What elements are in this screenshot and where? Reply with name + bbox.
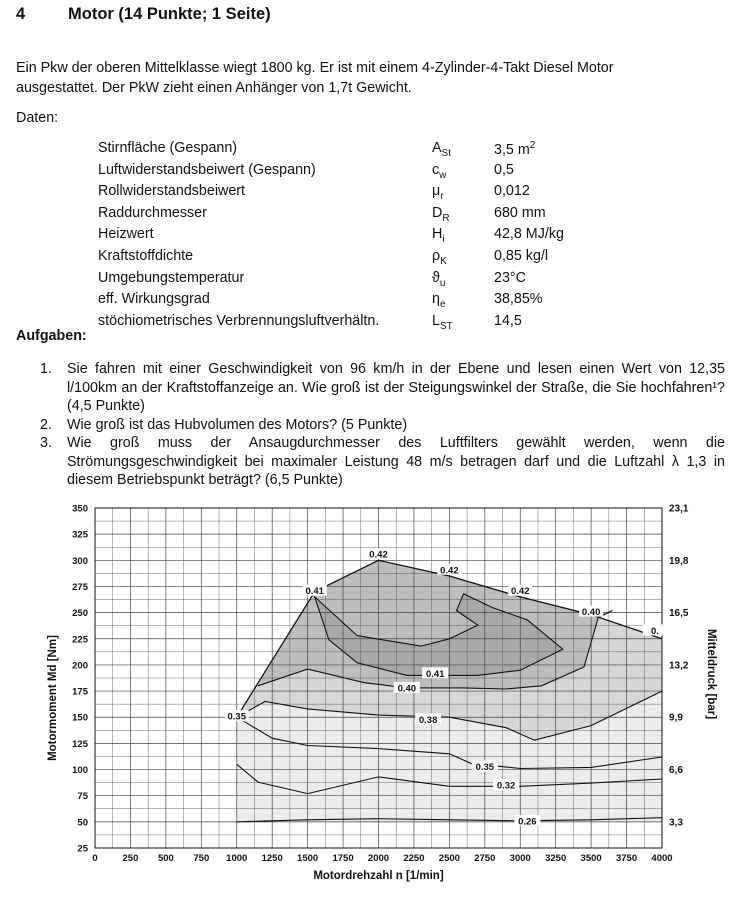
y-tick-label: 75 [77,791,88,803]
task-text: Wie groß muss der Ansaugdurchmesser des Luftfilters gewählt werden, wenn die Strömungsgeschwindigkeit bei maximaler Leistung 48 m/s betragen darf und die Luftzahl λ 1,3 in diesem Betriebspunkt beträgt? (6,5 Punkte) [67,435,725,488]
parameter-name: Raddurchmesser [98,204,207,221]
parameter-value: 680 mm [494,204,546,221]
y-tick-label: 150 [72,712,88,724]
parameter-name: Luftwiderstandsbeiwert (Gespann) [98,161,316,178]
parameter-symbol: $\eta_e$ [432,291,446,311]
parameter-value: 0,85 kg/l [494,247,549,264]
task-number: 3. [40,435,52,451]
task-text: Sie fahren mit einer Geschwindigkeit von 96 km/h in der Ebene und lesen einen Wert von 12,35 l/100km an der Kraftstoffanzeige an. Wie groß ist der Steigungswinkel der Straße, die Sie hochfahren¹? (4,5 Punkte) [67,361,725,414]
x-tick-label: 1000 [226,853,248,864]
iso-label: 0.41 [305,586,324,598]
x-tick-label: 0 [92,853,98,864]
task-number: 1. [40,361,52,377]
x-tick-label: 500 [157,853,174,864]
parameter-value: 0,5 [494,161,514,178]
parameter-value: 42,8 MJ/kg [494,226,564,243]
task-item [40,416,725,435]
iso-label: 0.35 [227,711,246,723]
daten-label: Daten: [16,110,59,126]
intro-line-1: Ein Pkw der oberen Mittelklasse wiegt 1800 kg. Er ist mit einem 4-Zylinder-4-Takt Diesel Motor [16,60,614,76]
task-list [40,360,725,490]
parameter-symbol: $L_{ST}$ [432,312,453,332]
task-text: Wie groß ist das Hubvolumen des Motors? (5 Punkte) [67,416,408,433]
y-axis-label: Motormoment Md [Nm] [47,635,59,761]
parameter-name: Stirnfläche (Gespann) [98,140,238,156]
contour-label: 0.38 [418,714,438,726]
x-tick-label: 2250 [403,853,425,864]
x-axis-label: Motordrehzahl n [1/min] [313,870,444,882]
section-number: 4 [16,5,26,23]
task-item [40,360,725,416]
y-tick-label: 350 [72,503,88,515]
task-number: 2. [40,416,52,433]
section-title: Motor (14 Punkte; 1 Seite) [68,5,271,23]
contour-label: 0.35 [475,761,495,773]
y-tick-label: 175 [72,686,88,698]
y-tick-label: 200 [72,660,88,672]
intro-line-2: ausgestattet. Der PkW zieht einen Anhänger von 1,7t Gewicht. [16,80,412,96]
x-tick-label: 1500 [297,853,319,864]
iso-label: 0.42 [511,586,530,598]
parameter-value: 38,85% [494,291,543,308]
x-tick-label: 750 [193,853,210,864]
x-tick-label: 3500 [580,853,602,864]
parameter-name: stöchiometrisches Verbrennungsluftverhältn. [98,312,380,329]
y-tick-label: 25 [77,843,88,855]
parameter-symbol: $\mu_r$ [432,183,444,203]
y2-tick-label: 23,1 [669,503,689,515]
parameter-symbol: $ϑ_u$ [432,269,446,289]
y2-axis-label: Mitteldruck [bar] [705,628,717,720]
x-tick-label: 3250 [545,853,567,864]
y-tick-label: 325 [72,529,88,541]
x-tick-label: 2750 [474,853,496,864]
y-tick-label: 250 [72,608,88,620]
y2-tick-label: 3,3 [669,817,683,829]
x-tick-label: 3750 [615,853,638,864]
x-tick-label: 250 [122,853,139,864]
y-tick-label: 275 [72,581,88,593]
iso-label: 0.40 [581,607,601,619]
parameter-symbol: $H_i$ [432,226,445,246]
parameter-name: Kraftstoffdichte [98,247,194,264]
y2-tick-label: 19,8 [669,555,689,567]
parameter-value: 23°C [494,269,526,286]
parameter-value: 3,5 $m^2$ [494,140,536,158]
contour-label: 0.40 [397,683,417,695]
contour-label: 0.26 [518,816,537,828]
iso-label: 0.42 [440,565,459,577]
y2-tick-label: 16,5 [669,608,689,620]
x-tick-label: 3000 [509,853,531,864]
y2-tick-label: 13,2 [669,660,689,672]
section-heading [16,5,271,24]
parameter-name: Umgebungstemperatur [98,269,245,286]
parameter-name: Heizwert [98,226,154,243]
y-tick-label: 225 [72,634,88,646]
y-tick-label: 100 [72,765,88,777]
parameter-symbol: $c_w$ [432,161,447,181]
aufgaben-label: Aufgaben: [16,328,87,344]
y-tick-label: 125 [72,738,88,750]
parameter-name: eff. Wirkungsgrad [98,291,210,308]
contour-label: 0.41 [425,668,445,680]
parameter-name: Rollwiderstandsbeiwert [98,183,246,200]
y2-tick-label: 9,9 [669,712,683,724]
x-tick-label: 2000 [367,853,390,864]
parameter-value: 0,012 [494,183,530,200]
x-tick-label: 1250 [261,853,283,864]
iso-label: 0. [650,625,659,637]
y-tick-label: 50 [77,817,88,829]
x-tick-label: 1750 [332,853,354,864]
y2-tick-label: 6,6 [669,765,683,777]
intro-paragraph [16,58,736,98]
parameter-symbol: $A_{St}$ [432,140,451,159]
x-tick-label: 2500 [438,853,460,864]
parameter-symbol: $\rho_K$ [432,247,447,267]
x-tick-label: 4000 [651,853,673,864]
engine-map-chart [0,490,756,902]
iso-label: 0.42 [369,549,388,561]
y-tick-label: 300 [72,555,88,567]
task-item [40,434,725,490]
parameter-value: 14,5 [494,312,522,329]
parameter-symbol: $D_R$ [432,204,450,224]
contour-label: 0.32 [496,780,516,792]
